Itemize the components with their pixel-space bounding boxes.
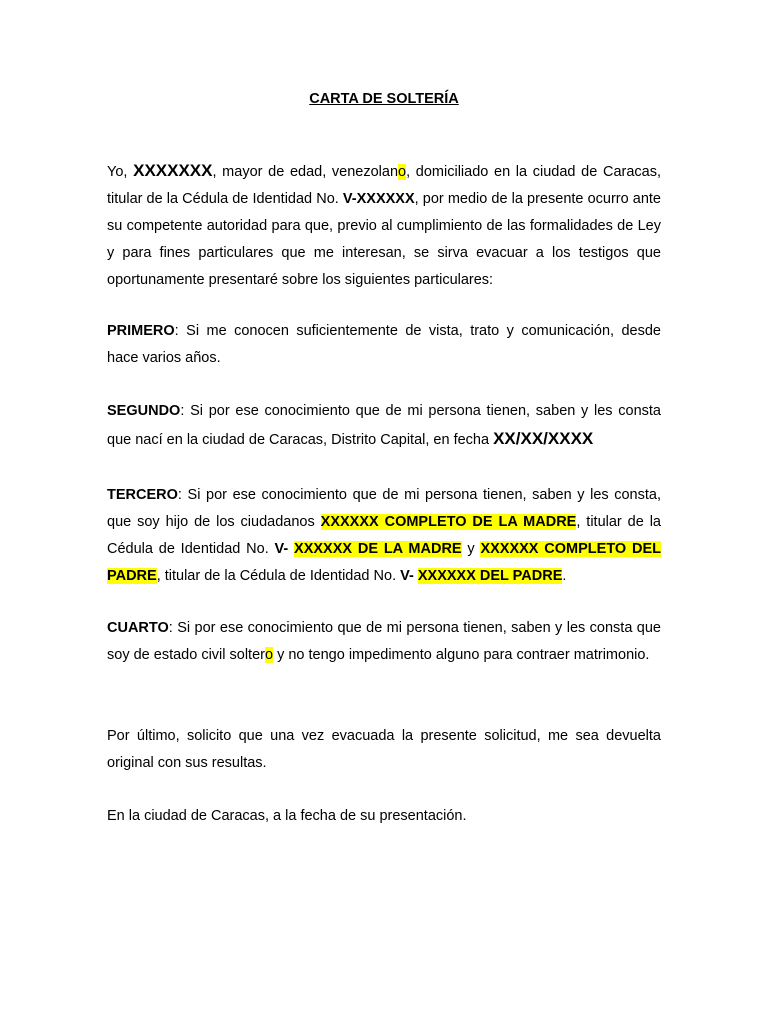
applicant-id-placeholder: V-XXXXXX (342, 191, 415, 207)
closing-request: Por último, solicito que una vez evacuada la presente solicitud, me sea devuelta original con sus resultas. (107, 728, 661, 771)
second-clause-text: : Si por ese conocimiento que de mi persona tienen, saben y les consta que nací en la ciudad de Caracas, Distrito Capital, en fecha (107, 403, 661, 448)
first-clause-label: PRIMERO (107, 323, 175, 339)
fourth-clause-label: CUARTO (107, 620, 169, 636)
third-clause-text-5: . (562, 568, 567, 584)
third-clause (107, 482, 661, 590)
applicant-name-placeholder: XXXXXXX (133, 161, 213, 180)
first-clause-text: : Si me conocen suficientemente de vista, trato y comunicación, desde hace varios años. (107, 323, 661, 366)
mother-id-placeholder: XXXXXX DE LA MADRE (294, 541, 462, 557)
second-clause (107, 398, 661, 454)
third-clause-text-1: : Si por ese conocimiento que de mi persona tienen, saben y les consta, que soy hijo de los ciudadanos (107, 487, 661, 530)
fourth-clause-text-2: y no tengo impedimento alguno para contraer matrimonio. (273, 647, 650, 663)
father-name-placeholder: XXXXXX COMPLETO DEL PADRE (107, 541, 661, 584)
gender-ending-highlight: o (398, 164, 407, 180)
intro-text-3: , domiciliado en la ciudad de Caracas, titular de la Cédula de Identidad No. (107, 164, 661, 207)
mother-name-placeholder: XXXXXX COMPLETO DE LA MADRE (320, 514, 577, 530)
fourth-clause-text-1: : Si por ese conocimiento que de mi persona tienen, saben y les consta que soy de estado civil solter (107, 620, 661, 663)
intro-text-4: , por medio de la presente ocurro ante su competente autoridad para que, previo al cumplimiento de las formalidades de Ley y para fines particulares que me interesan, se sirva evacuar a los testigos que oportunamente presentaré sobre los siguientes particulares: (107, 191, 661, 288)
third-clause-label: TERCERO (107, 487, 178, 503)
father-id-placeholder: XXXXXX DEL PADRE (417, 568, 563, 584)
document-title: CARTA DE SOLTERÍA (309, 91, 459, 107)
second-clause-label: SEGUNDO (107, 403, 181, 419)
first-clause (107, 318, 661, 372)
mother-id-prefix: V- (274, 541, 289, 557)
place-and-date: En la ciudad de Caracas, a la fecha de su presentación. (107, 808, 467, 824)
third-clause-text-4: , titular de la Cédula de Identidad No. (156, 568, 401, 584)
intro-text-1: Yo, (107, 164, 134, 180)
gender-ending-highlight-2: o (264, 647, 274, 663)
father-id-prefix: V- (400, 568, 414, 584)
third-clause-text-2: , titular de la Cédula de Identidad No. (107, 514, 661, 557)
fourth-clause (107, 615, 661, 669)
third-clause-text-3: y (461, 541, 481, 557)
intro-paragraph (107, 157, 661, 294)
intro-text-2: , mayor de edad, venezolan (212, 164, 399, 180)
birth-date-placeholder: XX/XX/XXXX (493, 429, 594, 448)
